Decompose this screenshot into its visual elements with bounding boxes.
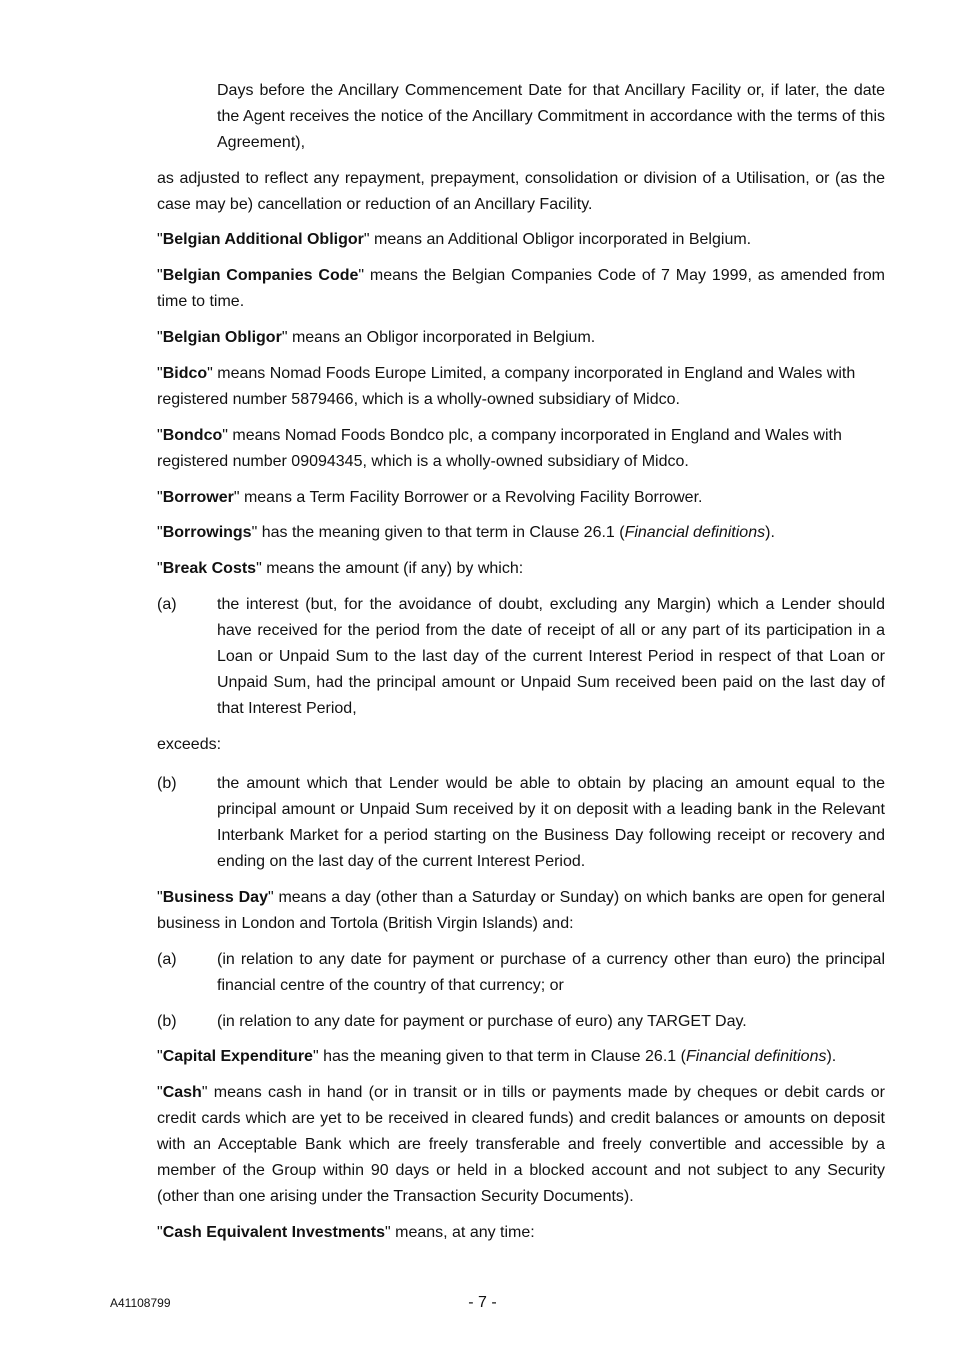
defined-term: Cash Equivalent Investments [162, 1224, 385, 1241]
definition-text-end: ). [826, 1048, 837, 1065]
continued-paragraph: Days before the Ancillary Commencement Date for that Ancillary Facility or, if later, the date the Agent receives the notice of the Ancillary Commitment in accordance with the terms of this Agreement), [217, 82, 885, 151]
document-reference: A41108799 [110, 1296, 171, 1310]
item-text: (in relation to any date for payment or purchase of euro) any TARGET Day. [217, 1013, 747, 1030]
definition-borrower: "Borrower" means a Term Facility Borrower or a Revolving Facility Borrower. [157, 489, 703, 506]
defined-term: Break Costs [162, 560, 257, 577]
definition-text: " means an Obligor incorporated in Belgium. [281, 329, 596, 346]
definition-borrowings: "Borrowings" has the meaning given to that term in Clause 26.1 (Financial definitions). [157, 524, 775, 541]
definition-text: " means cash in hand (or in transit or in tills or payments made by cheques or debit cards or credit cards which are yet to be received in cleared funds) and credit balances or amounts on deposit with an Acceptable Bank which are freely transferable and freely convertible and accessible by a member of the Group within 90 days or held in a blocked account and not subject to any Security (other than one arising under the Transaction Security Documents). [157, 1084, 885, 1205]
cross-reference: Financial definitions [685, 1048, 827, 1065]
item-text: (in relation to any date for payment or purchase of a currency other than euro) the principal financial centre of the country of that currency; or [217, 951, 885, 994]
definition-text: " has the meaning given to that term in Clause 26.1 ( [312, 1048, 686, 1065]
item-label: (b) [157, 775, 177, 792]
defined-term: Belgian Companies Code [162, 267, 359, 284]
definition-break-costs: "Break Costs" means the amount (if any) by which: [157, 560, 524, 577]
definition-text: " means Nomad Foods Bondco plc, a company incorporated in England and Wales with registered number 09094345, which is a wholly-owned subsidiary of Midco. [157, 427, 842, 470]
defined-term: Borrower [162, 489, 234, 506]
defined-term: Bondco [162, 427, 223, 444]
page-number: - 7 - [468, 1294, 497, 1311]
definition-belgian-companies-code: "Belgian Companies Code" means the Belgian Companies Code of 7 May 1999, as amended from time to time. [157, 267, 886, 310]
defined-term: Bidco [162, 365, 208, 382]
definition-text: " means, at any time: [384, 1224, 535, 1241]
definition-text: " means the amount (if any) by which: [256, 560, 524, 577]
definition-belgian-obligor: "Belgian Obligor" means an Obligor incorporated in Belgium. [157, 329, 596, 346]
adjusted-paragraph: as adjusted to reflect any repayment, prepayment, consolidation or division of a Utilisation, or (as the case may be) cancellation or reduction of an Ancillary Facility. [157, 170, 885, 213]
item-text: the amount which that Lender would be able to obtain by placing an amount equal to the principal amount or Unpaid Sum received by it on deposit with a leading bank in the Relevant Interbank Market for a period starting on the Business Day following receipt or recovery and ending on the last day of the current Interest Period. [217, 775, 885, 870]
definition-text: " has the meaning given to that term in Clause 26.1 ( [251, 524, 625, 541]
item-label: (a) [157, 951, 177, 968]
item-text: the interest (but, for the avoidance of doubt, excluding any Margin) which a Lender should have received for the period from the date of receipt of all or any part of its participation in a Loan or Unpaid Sum to the last day of the current Interest Period in respect of that Loan or Unpaid Sum, had the principal amount or Unpaid Sum received been paid on the last day of that Interest Period, [217, 596, 885, 717]
definition-belgian-additional-obligor: "Belgian Additional Obligor" means an Additional Obligor incorporated in Belgium. [157, 231, 752, 248]
defined-term: Cash [162, 1084, 202, 1101]
definition-business-day: "Business Day" means a day (other than a Saturday or Sunday) on which banks are open for general business in London and Tortola (British Virgin Islands) and: [157, 889, 885, 932]
defined-term: Business Day [162, 889, 268, 906]
exceeds-text: exceeds: [157, 736, 222, 753]
defined-term: Belgian Obligor [162, 329, 282, 346]
definition-capital-expenditure: "Capital Expenditure" has the meaning given to that term in Clause 26.1 (Financial definitions). [157, 1048, 837, 1065]
definition-text: " means a Term Facility Borrower or a Revolving Facility Borrower. [233, 489, 703, 506]
definition-text: " means the Belgian Companies Code of 7 May 1999, as amended from time to time. [157, 267, 886, 310]
item-label: (a) [157, 596, 177, 613]
definition-cash: "Cash" means cash in hand (or in transit or in tills or payments made by cheques or debit cards or credit cards which are yet to be received in cleared funds) and credit balances or amounts on deposit with an Acceptable Bank which are freely transferable and freely convertible and accessible by a member of the Group within 90 days or held in a blocked account and not subject to any Security (other than one arising under the Transaction Security Documents). [157, 1084, 885, 1205]
definition-cash-equivalent-investments: "Cash Equivalent Investments" means, at any time: [157, 1224, 535, 1241]
defined-term: Belgian Additional Obligor [162, 231, 364, 248]
definition-text: " means Nomad Foods Europe Limited, a company incorporated in England and Wales with registered number 5879466, which is a wholly-owned subsidiary of Midco. [157, 365, 856, 408]
definition-text-end: ). [765, 524, 775, 541]
definition-bidco: "Bidco" means Nomad Foods Europe Limited, a company incorporated in England and Wales with registered number 5879466, which is a wholly-owned subsidiary of Midco. [157, 365, 856, 408]
definition-text: " means an Additional Obligor incorporated in Belgium. [363, 231, 752, 248]
definition-text: " means a day (other than a Saturday or Sunday) on which banks are open for general business in London and Tortola (British Virgin Islands) and: [157, 889, 885, 932]
defined-term: Capital Expenditure [162, 1048, 313, 1065]
item-label: (b) [157, 1013, 177, 1030]
cross-reference: Financial definitions [624, 524, 766, 541]
definition-bondco: "Bondco" means Nomad Foods Bondco plc, a company incorporated in England and Wales with registered number 09094345, which is a wholly-owned subsidiary of Midco. [157, 427, 842, 470]
defined-term: Borrowings [162, 524, 252, 541]
